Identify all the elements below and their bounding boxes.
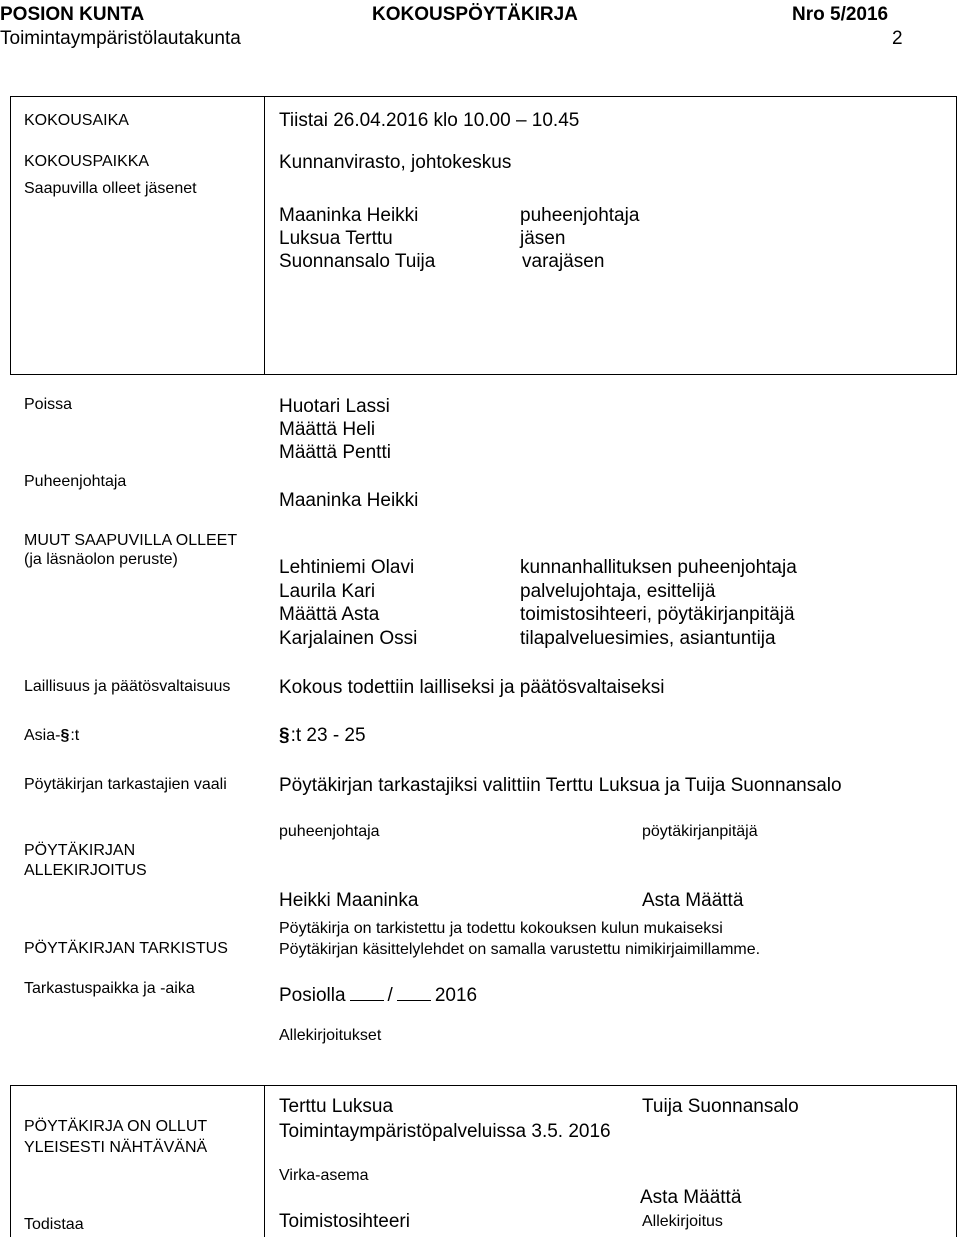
frame-top-line <box>10 96 956 97</box>
signature-label: Allekirjoitus <box>642 1213 723 1230</box>
signature-section-label: PÖYTÄKIRJAN <box>24 842 136 859</box>
other-name: Määttä Asta <box>279 604 380 625</box>
section-sign-icon: § <box>279 725 290 746</box>
others-label: MUUT SAAPUVILLA OLLEET <box>24 532 238 549</box>
inspection-year: 2016 <box>434 985 478 1006</box>
inspection-text-2: Pöytäkirjan käsittelylehdet on samalla varustettu nimikirjaimillamme. <box>279 941 761 958</box>
meeting-place-value: Kunnanvirasto, johtokeskus <box>279 152 512 173</box>
chair-signature-name: Heikki Maaninka <box>279 890 419 911</box>
chair-role-label: puheenjohtaja <box>279 823 380 840</box>
other-name: Lehtiniemi Olavi <box>279 557 415 578</box>
items-value <box>279 725 366 747</box>
inspection-label: PÖYTÄKIRJAN TARKISTUS <box>24 940 228 957</box>
signer-title: Toimistosihteeri <box>279 1211 410 1232</box>
items-label-prefix: Asia- <box>24 727 61 744</box>
municipality-name: POSION KUNTA <box>0 4 145 25</box>
frame-mid-line-lower <box>264 1085 265 1237</box>
absent-name: Määttä Heli <box>279 419 376 440</box>
present-name: Suonnansalo Tuija <box>279 251 436 272</box>
frame-mid-line-upper <box>264 96 265 375</box>
other-name: Karjalainen Ossi <box>279 628 418 649</box>
checkers-label: Pöytäkirjan tarkastajien vaali <box>24 776 227 793</box>
items-value-text: :t 23 - 25 <box>290 725 366 746</box>
position-label: Virka-asema <box>279 1167 369 1184</box>
month-blank <box>397 984 431 1001</box>
other-role: kunnanhallituksen puheenjohtaja <box>520 557 797 578</box>
secretary-signature-name: Asta Määttä <box>642 890 744 911</box>
meeting-time-label: KOKOUSAIKA <box>24 112 129 129</box>
inspection-place-date <box>279 984 477 1007</box>
absent-name: Määttä Pentti <box>279 442 391 463</box>
frame-right-line-lower <box>956 1085 957 1237</box>
document-type: KOKOUSPÖYTÄKIRJA <box>372 4 578 25</box>
chair-value: Maaninka Heikki <box>279 490 419 511</box>
board-name: Toimintaympäristölautakunta <box>0 28 241 49</box>
other-role: tilapalveluesimies, asiantuntija <box>520 628 776 649</box>
present-name: Maaninka Heikki <box>279 205 419 226</box>
frame-left-line-lower <box>10 1085 11 1237</box>
frame-right-line-upper <box>956 96 957 375</box>
secretary-role-label: pöytäkirjanpitäjä <box>642 823 758 840</box>
inspection-place: Posiolla <box>279 985 346 1006</box>
publication-label: PÖYTÄKIRJA ON OLLUT <box>24 1118 208 1135</box>
date-slash: / <box>387 985 393 1006</box>
legality-label: Laillisuus ja päätösvaltaisuus <box>24 678 231 695</box>
signatures-label: Allekirjoitukset <box>279 1027 382 1044</box>
present-role: varajäsen <box>522 251 605 272</box>
signature-section-label-sub: ALLEKIRJOITUS <box>24 862 147 879</box>
legality-value: Kokous todettiin lailliseksi ja päätösvaltaiseksi <box>279 677 665 698</box>
checker-2-name: Tuija Suonnansalo <box>642 1096 799 1117</box>
frame-left-line-upper <box>10 96 11 375</box>
checkers-value: Pöytäkirjan tarkastajiksi valittiin Terttu Luksua ja Tuija Suonnansalo <box>279 775 842 796</box>
other-role: toimistosihteeri, pöytäkirjanpitäjä <box>520 604 795 625</box>
publication-label-sub: YLEISESTI NÄHTÄVÄNÄ <box>24 1139 208 1156</box>
present-members-label: Saapuvilla olleet jäsenet <box>24 180 197 197</box>
items-label-suffix: :t <box>70 727 80 744</box>
meeting-time-value: Tiistai 26.04.2016 klo 10.00 – 10.45 <box>279 110 580 131</box>
absent-label: Poissa <box>24 396 73 413</box>
publication-place-date: Toimintaympäristöpalveluissa 3.5. 2016 <box>279 1121 611 1142</box>
meeting-place-label: KOKOUSPAIKKA <box>24 153 150 170</box>
page-number: 2 <box>892 28 903 49</box>
document-number: Nro 5/2016 <box>792 4 889 25</box>
present-role: puheenjohtaja <box>520 205 640 226</box>
day-blank <box>350 984 384 1001</box>
other-role: palvelujohtaja, esittelijä <box>520 581 716 602</box>
frame-upper-divider <box>10 374 956 375</box>
inspection-text: Pöytäkirja on tarkistettu ja todettu kokouksen kulun mukaiseksi <box>279 920 723 937</box>
section-sign-icon: § <box>60 727 70 744</box>
checker-1-name: Terttu Luksua <box>279 1096 394 1117</box>
others-label-sub: (ja läsnäolon peruste) <box>24 551 178 568</box>
absent-name: Huotari Lassi <box>279 396 390 417</box>
present-name: Luksua Terttu <box>279 228 393 249</box>
attest-label: Todistaa <box>24 1216 84 1233</box>
present-role: jäsen <box>520 228 566 249</box>
signer-name: Asta Määttä <box>640 1187 742 1208</box>
chair-label: Puheenjohtaja <box>24 473 127 490</box>
items-label <box>24 727 79 745</box>
inspection-place-label: Tarkastuspaikka ja -aika <box>24 980 195 997</box>
other-name: Laurila Kari <box>279 581 376 602</box>
frame-lower-divider <box>10 1085 956 1086</box>
